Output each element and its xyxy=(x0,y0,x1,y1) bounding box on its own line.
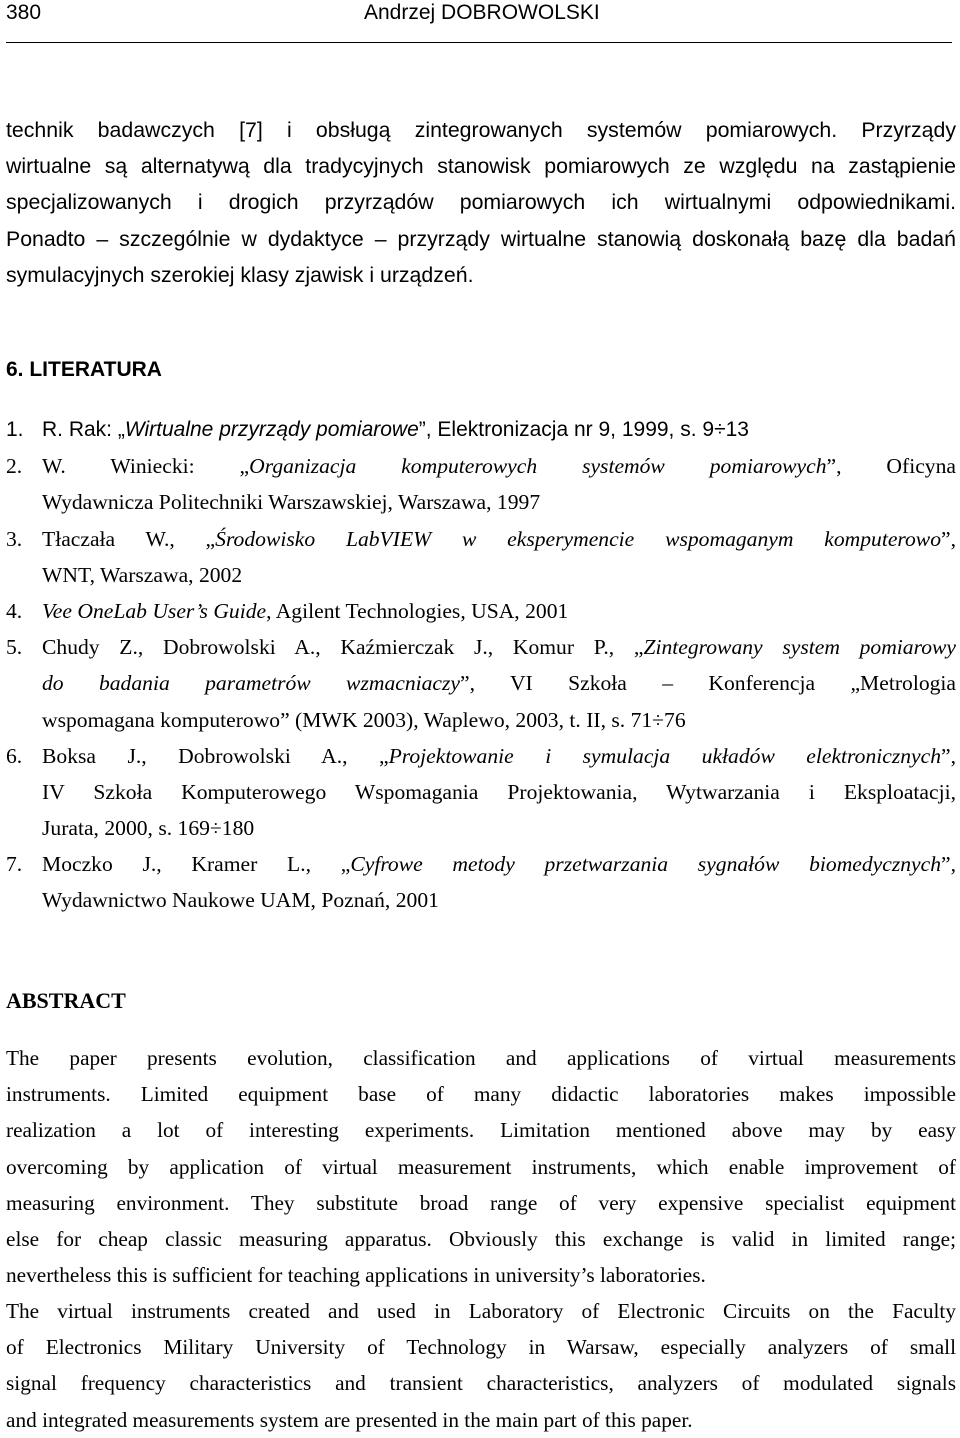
header-rule xyxy=(6,42,952,43)
text-line: overcoming by application of virtual measurement instruments, which enable improvement of xyxy=(6,1154,956,1179)
text-line: Ponadto – szczególnie w dydaktyce – przyrządy wirtualne stanowią doskonałą bazę dla badań xyxy=(6,226,956,251)
text-line: specjalizowanych i drogich przyrządów pomiarowych ich wirtualnymi odpowiednikami. xyxy=(6,190,956,215)
reference-item xyxy=(6,593,956,629)
abstract-paragraph-1 xyxy=(6,1040,956,1293)
reference-item xyxy=(6,412,956,448)
text-line: measuring environment. They substitute broad range of very expensive specialist equipment xyxy=(6,1190,956,1215)
section-heading-abstract: ABSTRACT xyxy=(6,988,126,1013)
reference-list xyxy=(6,412,956,919)
reference-line: Wydawnictwo Naukowe UAM, Poznań, 2001 xyxy=(42,888,439,913)
reference-item xyxy=(6,448,956,520)
reference-line: W. Winiecki: „Organizacja komputerowych systemów pomiarowych”, Oficyna xyxy=(42,454,956,479)
text-line: wirtualne są alternatywą dla tradycyjnych stanowisk pomiarowych ze względu na zastąpienie xyxy=(6,154,956,179)
reference-line: R. Rak: „Wirtualne przyrządy pomiarowe”, Elektronizacja nr 9, 1999, s. 9÷13 xyxy=(42,418,749,441)
reference-line: Jurata, 2000, s. 169÷180 xyxy=(42,816,255,841)
intro-paragraph xyxy=(6,112,956,293)
reference-number: 7. xyxy=(6,852,23,877)
text-line: instruments. Limited equipment base of many didactic laboratories makes impossible xyxy=(6,1082,956,1107)
reference-line: Moczko J., Kramer L., „Cyfrowe metody przetwarzania sygnałów biomedycznych”, xyxy=(42,852,956,877)
reference-number: 1. xyxy=(6,418,24,441)
reference-line: Boksa J., Dobrowolski A., „Projektowanie i symulacja układów elektronicznych”, xyxy=(42,743,956,768)
page-number: 380 xyxy=(6,1,42,24)
reference-line: wspomagana komputerowo” (MWK 2003), Waplewo, 2003, t. II, s. 71÷76 xyxy=(42,707,686,732)
section-heading-literatura: 6. LITERATURA xyxy=(6,358,162,381)
text-line: signal frequency characteristics and transient characteristics, analyzers of modulated signals xyxy=(6,1371,956,1396)
page-header xyxy=(0,0,960,46)
reference-line: Wydawnicza Politechniki Warszawskiej, Warszawa, 1997 xyxy=(42,490,541,515)
text-line: nevertheless this is sufficient for teaching applications in university’s laboratories. xyxy=(6,1263,706,1288)
reference-item xyxy=(6,521,956,593)
text-line: The virtual instruments created and used in Laboratory of Electronic Circuits on the Faculty xyxy=(6,1299,956,1323)
reference-line: Tłaczała W., „Środowisko LabVIEW w eksperymencie wspomaganym komputerowo”, xyxy=(42,526,956,551)
reference-line: Chudy Z., Dobrowolski A., Kaźmierczak J., Komur P., „Zintegrowany system pomiarowy xyxy=(42,635,956,660)
reference-number: 2. xyxy=(6,454,23,479)
reference-number: 6. xyxy=(6,743,23,768)
reference-item xyxy=(6,738,956,847)
text-line: The paper presents evolution, classification and applications of virtual measurements xyxy=(6,1046,956,1070)
abstract-paragraph-2 xyxy=(6,1293,956,1438)
text-line: technik badawczych [7] i obsługą zintegrowanych systemów pomiarowych. Przyrządy xyxy=(6,118,956,142)
text-line: symulacyjnych szerokiej klasy zjawisk i urządzeń. xyxy=(6,262,474,287)
reference-item xyxy=(6,629,956,738)
reference-line: IV Szkoła Komputerowego Wspomagania Projektowania, Wytwarzania i Eksploatacji, xyxy=(42,779,956,804)
reference-line: Vee OneLab User’s Guide, Agilent Technologies, USA, 2001 xyxy=(42,598,569,623)
running-head: Andrzej DOBROWOLSKI xyxy=(364,1,600,24)
text-line: else for cheap classic measuring apparatus. Obviously this exchange is valid in limited range; xyxy=(6,1226,956,1251)
text-line: of Electronics Military University of Technology in Warsaw, especially analyzers of small xyxy=(6,1335,956,1360)
reference-number: 3. xyxy=(6,526,23,551)
reference-number: 5. xyxy=(6,635,23,660)
reference-line: do badania parametrów wzmacniaczy”, VI Szkoła – Konferencja „Metrologia xyxy=(42,671,956,696)
reference-item xyxy=(6,846,956,918)
reference-line: WNT, Warszawa, 2002 xyxy=(42,562,243,587)
text-line: realization a lot of interesting experiments. Limitation mentioned above may by easy xyxy=(6,1118,956,1143)
reference-number: 4. xyxy=(6,598,23,623)
text-line: and integrated measurements system are presented in the main part of this paper. xyxy=(6,1407,693,1432)
